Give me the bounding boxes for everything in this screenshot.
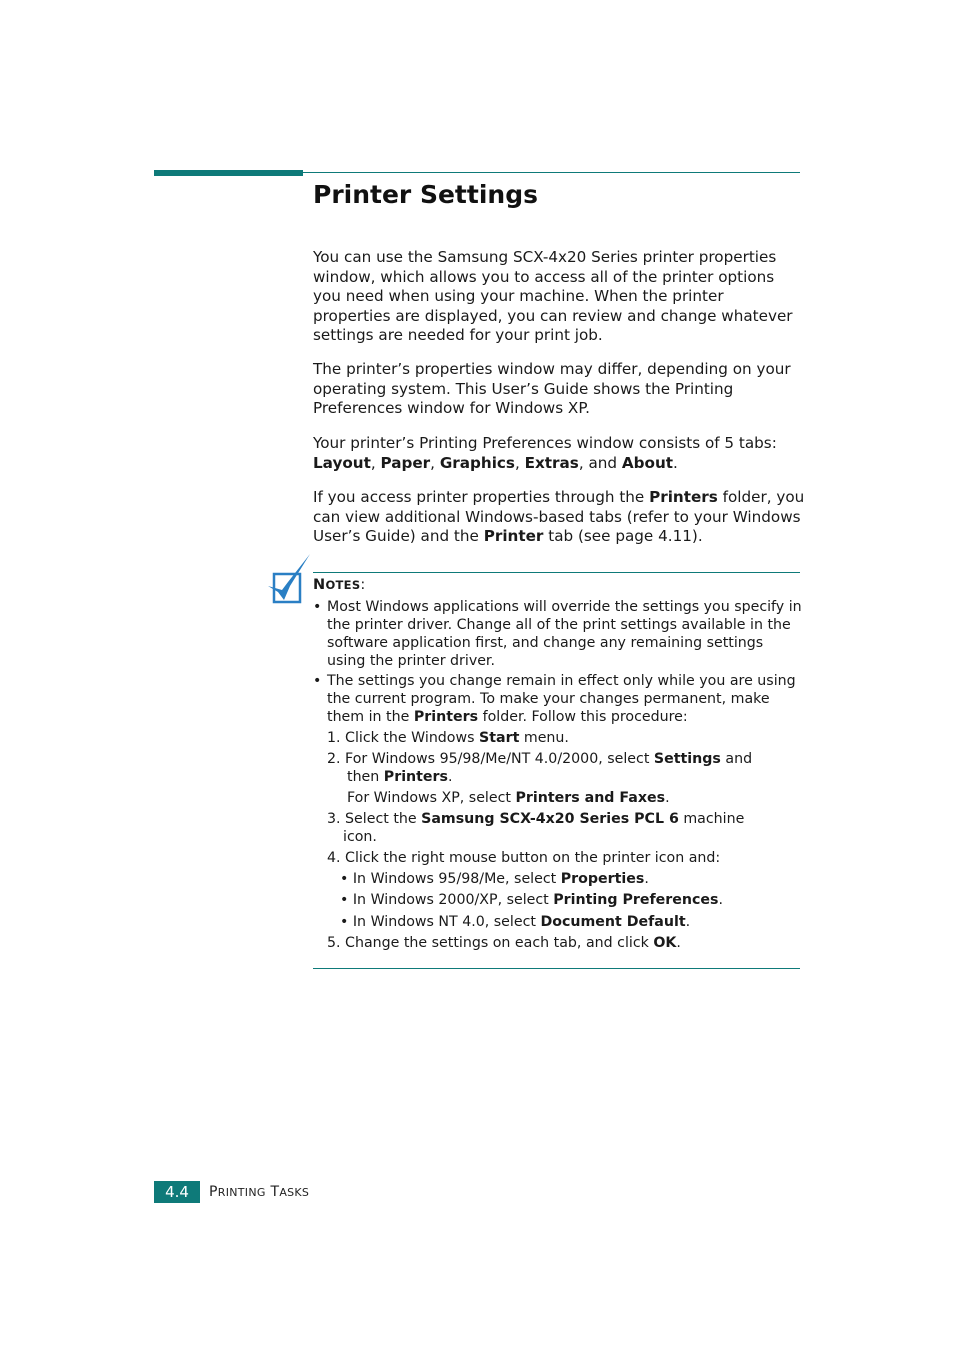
step-2-xp: For Windows XP, select Printers and Faxes. <box>347 790 670 806</box>
step-5: 5. Change the settings on each tab, and click OK. <box>327 935 681 951</box>
intro-paragraph-1: You can use the Samsung SCX-4x20 Series printer properties window, which allows you to access all of the printer options you need when using your machine. When the printer properties are displayed, you can review and change whatever settings are needed for your print job. <box>313 248 793 344</box>
tab-name-paper: Paper <box>380 453 431 472</box>
intro-paragraph-4: If you access printer properties through the Printers folder, you can view additional Windows-based tabs (refer to your Windows User’s Guide) and the Printer tab (see page 4.11). <box>313 488 805 545</box>
note-bullet-2: The settings you change remain in effect only while you are using the current program. To make your changes permanent, make them in the Printers folder. Follow this procedure: <box>327 673 796 725</box>
step-3: 3. Select the Samsung SCX-4x20 Series PCL 6 machine <box>327 811 745 827</box>
step-4: 4. Click the right mouse button on the printer icon and: <box>327 850 721 866</box>
section-title: PRINTING TASKS <box>209 1184 310 1200</box>
page-number: 4.4 <box>154 1181 200 1203</box>
checkmark-note-icon <box>266 552 312 606</box>
bullet-marker: • <box>313 673 322 689</box>
step-1: 1. Click the Windows Start menu. <box>327 730 569 746</box>
tab-name-layout: Layout <box>313 453 371 472</box>
notes-bottom-rule <box>313 968 800 969</box>
notes-top-rule <box>313 572 800 573</box>
step-2: 2. For Windows 95/98/Me/NT 4.0/2000, select Settings and <box>327 751 753 767</box>
step-4-sub-1: • In Windows 95/98/Me, select Properties. <box>340 871 649 887</box>
step-4-sub-3: • In Windows NT 4.0, select Document Default. <box>340 914 691 930</box>
header-accent-bar <box>154 170 303 176</box>
step-4-sub-2: • In Windows 2000/XP, select Printing Preferences. <box>340 892 723 908</box>
notes-heading: NOTES: <box>313 577 366 593</box>
step-3-continued: icon. <box>343 829 377 845</box>
tab-name-graphics: Graphics <box>439 453 515 472</box>
tab-name-extras: Extras <box>524 453 579 472</box>
header-rule <box>303 172 800 173</box>
note-bullet-1: Most Windows applications will override the settings you specify in the printer driver. Change all of the print settings available in the software application first, and change any remaining settings using the printer driver. <box>327 599 802 669</box>
step-2-continued: then Printers. <box>347 769 453 785</box>
tab-name-about: About <box>621 453 674 472</box>
intro-paragraph-3: Your printer’s Printing Preferences window consists of 5 tabs: Layout, Paper, Graphics, Extras, and About. <box>313 434 777 472</box>
intro-paragraph-2: The printer’s properties window may differ, depending on your operating system. This User’s Guide shows the Printing Preferences window for Windows XP. <box>313 360 791 417</box>
page-title: Printer Settings <box>313 180 538 209</box>
bullet-marker: • <box>313 599 322 615</box>
